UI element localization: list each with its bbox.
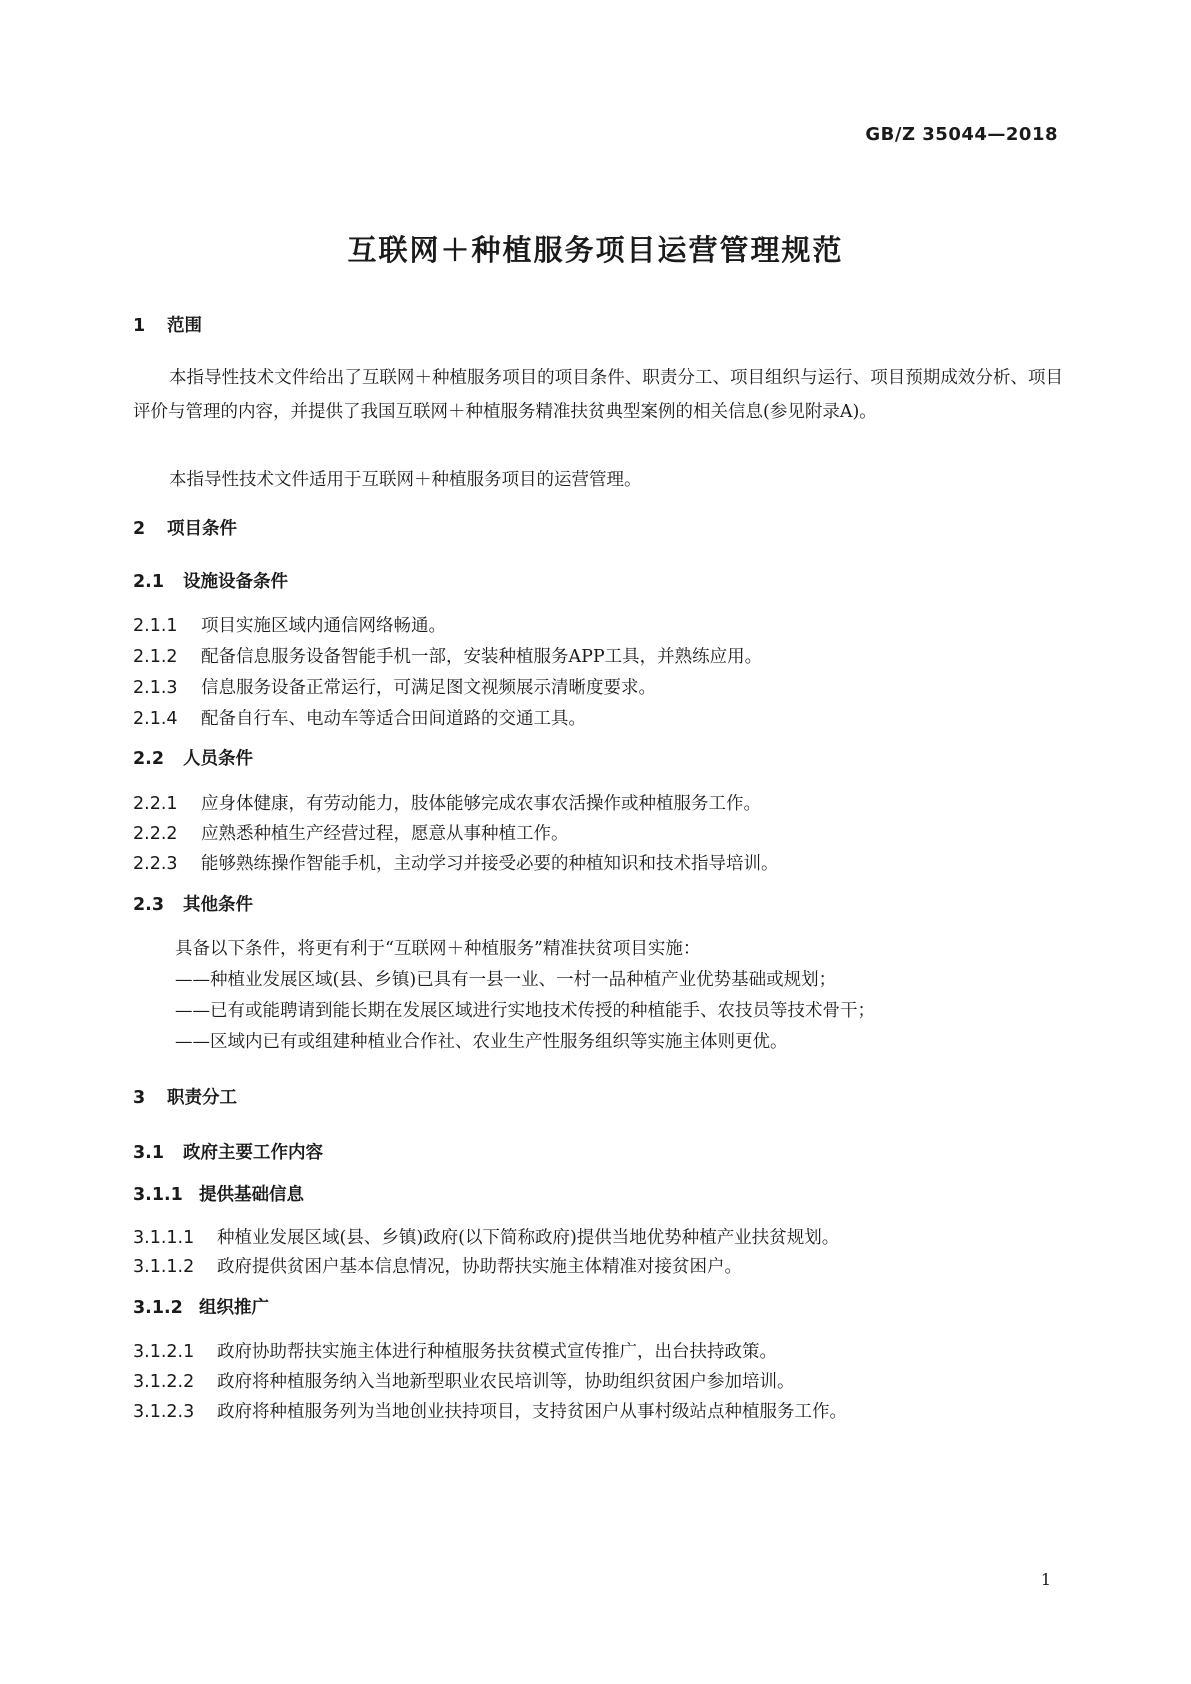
section-title: 政府主要工作内容	[183, 1143, 323, 1163]
section-title: 设施设备条件	[183, 572, 288, 592]
section-number: 2	[133, 519, 146, 539]
clause-2-1-3	[133, 674, 656, 699]
clause-3-1-2-2	[133, 1368, 795, 1393]
page-number: 1	[1040, 1570, 1051, 1589]
clause-number: 2.1.3	[133, 678, 178, 698]
section-2-3-heading	[133, 891, 253, 916]
document-title: 互联网＋种植服务项目运营管理规范	[347, 233, 844, 267]
clause-text: 种植业发展区域(县、乡镇)政府(以下简称政府)提供当地优势种植产业扶贫规划。	[217, 1228, 840, 1248]
clause-text: 配备自行车、电动车等适合田间道路的交通工具。	[201, 709, 586, 729]
clause-text: 项目实施区域内通信网络畅通。	[201, 616, 446, 636]
section-number: 1	[133, 316, 146, 336]
clause-number: 2.2.3	[133, 854, 178, 874]
clause-text: 信息服务设备正常运行，可满足图文视频展示清晰度要求。	[201, 678, 656, 698]
section-3-1-2-heading	[133, 1294, 269, 1319]
section-2-1-heading	[133, 568, 288, 593]
clause-2-2-3	[133, 850, 779, 875]
clause-text: 应身体健康，有劳动能力，肢体能够完成农事农活操作或种植服务工作。	[201, 794, 761, 814]
section-title: 人员条件	[183, 749, 253, 769]
section-title: 组织推广	[199, 1298, 269, 1318]
section-2-heading	[133, 515, 237, 540]
clause-number: 2.2.2	[133, 824, 178, 844]
section-2-2-heading	[133, 745, 253, 770]
section-title: 提供基础信息	[199, 1185, 304, 1205]
clause-text: 应熟悉种植生产经营过程，愿意从事种植工作。	[201, 824, 569, 844]
section-1-heading	[133, 312, 202, 337]
clause-number: 2.1.2	[133, 647, 178, 667]
list-item: ——已有或能聘请到能长期在发展区域进行实地技术传授的种植能手、农技员等技术骨干；	[175, 1001, 875, 1021]
section-number: 3	[133, 1088, 146, 1108]
section-number: 2.3	[133, 895, 165, 915]
clause-number: 2.1.1	[133, 616, 178, 636]
clause-number: 3.1.2.1	[133, 1342, 195, 1362]
other-conditions-intro: 具备以下条件，将更有利于“互联网＋种植服务”精准扶贫项目实施：	[175, 939, 701, 959]
section-number: 2.2	[133, 749, 165, 769]
clause-text: 配备信息服务设备智能手机一部，安装种植服务APP工具，并熟练应用。	[201, 647, 763, 667]
list-item: ——区域内已有或组建种植业合作社、农业生产性服务组织等实施主体则更优。	[175, 1032, 788, 1052]
clause-number: 2.1.4	[133, 709, 178, 729]
clause-2-2-2	[133, 820, 569, 845]
clause-text: 政府将种植服务列为当地创业扶持项目，支持贫困户从事村级站点种植服务工作。	[217, 1402, 847, 1422]
section-3-1-1-heading	[133, 1181, 304, 1206]
section-number: 3.1.2	[133, 1298, 183, 1318]
section-number: 2.1	[133, 572, 165, 592]
section-3-heading	[133, 1084, 237, 1109]
clause-text: 能够熟练操作智能手机，主动学习并接受必要的种植知识和技术指导培训。	[201, 854, 779, 874]
standard-code: GB/Z 35044—2018	[865, 124, 1058, 145]
section-3-1-heading	[133, 1139, 323, 1164]
clause-text: 政府协助帮扶实施主体进行种植服务扶贫模式宣传推广，出台扶持政策。	[217, 1342, 777, 1362]
clause-text: 政府将种植服务纳入当地新型职业农民培训等，协助组织贫困户参加培训。	[217, 1372, 795, 1392]
section-title: 项目条件	[167, 519, 237, 539]
clause-number: 3.1.1.1	[133, 1228, 195, 1248]
clause-2-2-1	[133, 790, 761, 815]
clause-3-1-1-2	[133, 1253, 742, 1278]
clause-2-1-4	[133, 705, 586, 730]
clause-number: 3.1.2.2	[133, 1372, 195, 1392]
clause-2-1-2	[133, 643, 762, 668]
section-number: 3.1	[133, 1143, 165, 1163]
clause-3-1-1-1	[133, 1224, 839, 1249]
clause-number: 3.1.1.2	[133, 1257, 195, 1277]
section-title: 其他条件	[183, 895, 253, 915]
clause-number: 3.1.2.3	[133, 1402, 195, 1422]
paragraph-text: 本指导性技术文件适用于互联网＋种植服务项目的运营管理。	[169, 470, 642, 490]
list-item: ——种植业发展区域(县、乡镇)已具有一县一业、一村一品种植产业优势基础或规划；	[175, 970, 837, 990]
section-number: 3.1.1	[133, 1185, 183, 1205]
paragraph-text: 本指导性技术文件给出了互联网＋种植服务项目的项目条件、职责分工、项目组织与运行、项目预期成效分析、项目评价与管理的内容，并提供了我国互联网＋种植服务精准扶贫典型案例的相关信息(参见附录A)。	[133, 368, 1063, 422]
section-title: 范围	[167, 316, 202, 336]
scope-paragraph-1	[133, 361, 1063, 429]
clause-number: 2.2.1	[133, 794, 178, 814]
clause-2-1-1	[133, 612, 446, 637]
clause-3-1-2-3	[133, 1398, 847, 1423]
clause-3-1-2-1	[133, 1338, 777, 1363]
clause-text: 政府提供贫困户基本信息情况，协助帮扶实施主体精准对接贫困户。	[217, 1257, 742, 1277]
section-title: 职责分工	[167, 1088, 237, 1108]
scope-paragraph-2	[133, 463, 1063, 497]
